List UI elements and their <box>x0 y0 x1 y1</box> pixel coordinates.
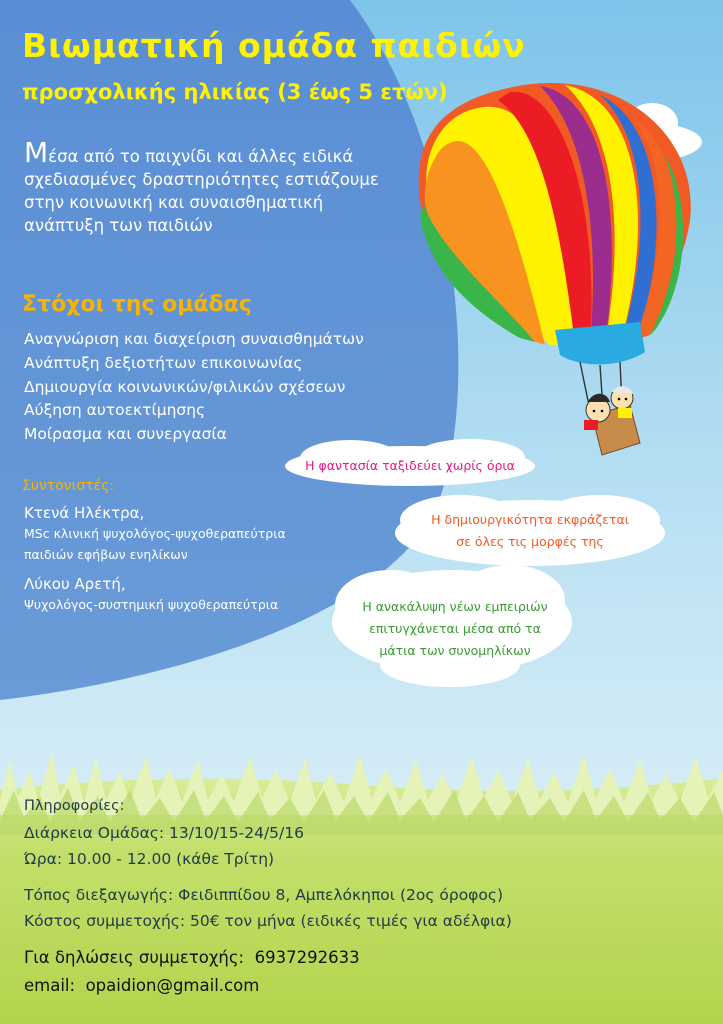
email-label: email: <box>24 976 76 995</box>
goal-item: Αναγνώριση και διαχείριση συναισθημάτων <box>24 330 364 348</box>
poster-title: Βιωματική ομάδα παιδιών <box>22 26 526 65</box>
info-heading: Πληροφορίες: <box>24 798 125 814</box>
coordinator-name: Λύκου Αρετή, <box>24 575 126 593</box>
phone-number[interactable]: 6937292633 <box>254 948 360 967</box>
intro-drop-cap: Μ <box>24 136 49 169</box>
cloud-text-discovery: Η ανακάλυψη νέων εμπειριών επιτυγχάνεται μέσα από τα μάτια των συνομηλίκων <box>362 599 548 658</box>
coordinator-role: Ψυχολόγος-συστημική ψυχοθεραπεύτρια <box>24 597 279 612</box>
phone-label: Για δηλώσεις συμμετοχής: <box>24 948 245 967</box>
coordinator-name: Κτενά Ηλέκτρα, <box>24 504 145 522</box>
cloud-text-creativity: Η δημιουργικότητα εκφράζεται σε όλες τις μορφές της <box>431 512 629 549</box>
coordinator-role: MSc κλινική ψυχολόγος-ψυχοθεραπεύτρια <box>24 526 286 541</box>
email-address[interactable]: opaidion@gmail.com <box>85 976 260 995</box>
phone-line <box>24 948 360 967</box>
goals-heading: Στόχοι της ομάδας <box>22 292 252 317</box>
info-location: Τόπος διεξαγωγής: Φειδιππίδου 8, Αμπελόκηποι (2ος όροφος) <box>24 886 504 904</box>
info-cost: Κόστος συμμετοχής: 50€ τον μήνα (ειδικές τιμές για αδέλφια) <box>24 912 512 930</box>
info-duration: Διάρκεια Ομάδας: 13/10/15-24/5/16 <box>24 824 304 842</box>
email-line <box>24 976 259 995</box>
poster-subtitle: προσχολικής ηλικίας (3 έως 5 ετών) <box>22 80 448 104</box>
goal-item: Δημιουργία κοινωνικών/φιλικών σχέσεων <box>24 377 346 396</box>
info-time: Ώρα: 10.00 - 12.00 (κάθε Τρίτη) <box>24 850 275 868</box>
goal-item: Ανάπτυξη δεξιοτήτων επικοινωνίας <box>24 353 303 372</box>
coordinator-role: παιδιών εφήβων ενηλίκων <box>24 547 188 562</box>
goal-item: Μοίρασμα και συνεργασία <box>24 425 227 444</box>
goal-item: Αύξηση αυτοεκτίμησης <box>24 401 206 420</box>
intro-paragraph <box>24 136 384 237</box>
cloud-text-imagination: Η φαντασία ταξιδεύει χωρίς όρια <box>305 458 515 473</box>
goals-list <box>24 328 364 447</box>
intro-text: έσα από το παιχνίδι και άλλες ειδικά σχεδιασμένες δραστηριότητες εστιάζουμε στην κοινωνική και συναισθηματική ανάπτυξη των παιδιών <box>24 147 379 235</box>
coordinators-heading: Συντονιστές: <box>22 478 115 494</box>
